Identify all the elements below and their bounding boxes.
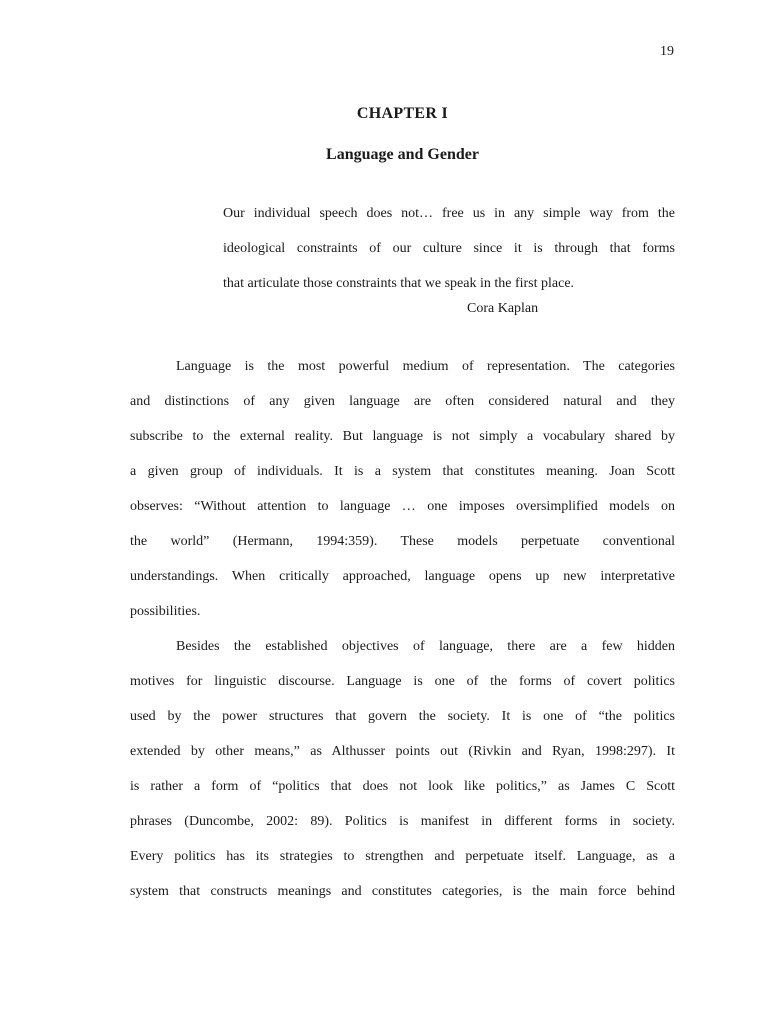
- page-number: 19: [660, 44, 674, 59]
- epigraph-line: that articulate those constraints that we speak in the first place.: [223, 276, 575, 291]
- text-line: Language is the most powerful medium of representation. The categories: [176, 359, 675, 374]
- chapter-heading: CHAPTER I: [356, 105, 449, 122]
- epigraph-quote: [223, 196, 675, 301]
- text-line: Every politics has its strategies to strengthen and perpetuate itself. Language, as a: [130, 849, 675, 864]
- text-line: Besides the established objectives of language, there are a few hidden: [176, 639, 675, 654]
- text-line: understandings. When critically approached, language opens up new interpretative: [130, 569, 675, 584]
- text-line: phrases (Duncombe, 2002: 89). Politics is manifest in different forms in society.: [130, 814, 675, 829]
- text-line: is rather a form of “politics that does not look like politics,” as James C Scott: [130, 779, 675, 794]
- epigraph-line: ideological constraints of our culture since it is through that forms: [223, 241, 675, 256]
- text-line: system that constructs meanings and constitutes categories, is the main force behind: [130, 884, 675, 899]
- paragraph-2: [130, 629, 675, 909]
- epigraph-author: Cora Kaplan: [467, 301, 539, 316]
- text-line: a given group of individuals. It is a system that constitutes meaning. Joan Scott: [130, 464, 675, 479]
- text-line: motives for linguistic discourse. Language is one of the forms of covert politics: [130, 674, 675, 689]
- text-line: and distinctions of any given language are often considered natural and they: [130, 394, 675, 409]
- text-line: the world” (Hermann, 1994:359). These models perpetuate conventional: [130, 534, 675, 549]
- chapter-title: Language and Gender: [326, 146, 479, 163]
- text-line: possibilities.: [130, 604, 201, 619]
- text-line: extended by other means,” as Althusser points out (Rivkin and Ryan, 1998:297). It: [130, 744, 675, 759]
- body-text: [130, 349, 675, 909]
- epigraph-line: Our individual speech does not… free us in any simple way from the: [223, 206, 675, 221]
- paragraph-1: [130, 349, 675, 629]
- text-line: subscribe to the external reality. But language is not simply a vocabulary shared by: [130, 429, 675, 444]
- text-line: observes: “Without attention to language … one imposes oversimplified models on: [130, 499, 675, 514]
- text-line: used by the power structures that govern the society. It is one of “the politics: [130, 709, 675, 724]
